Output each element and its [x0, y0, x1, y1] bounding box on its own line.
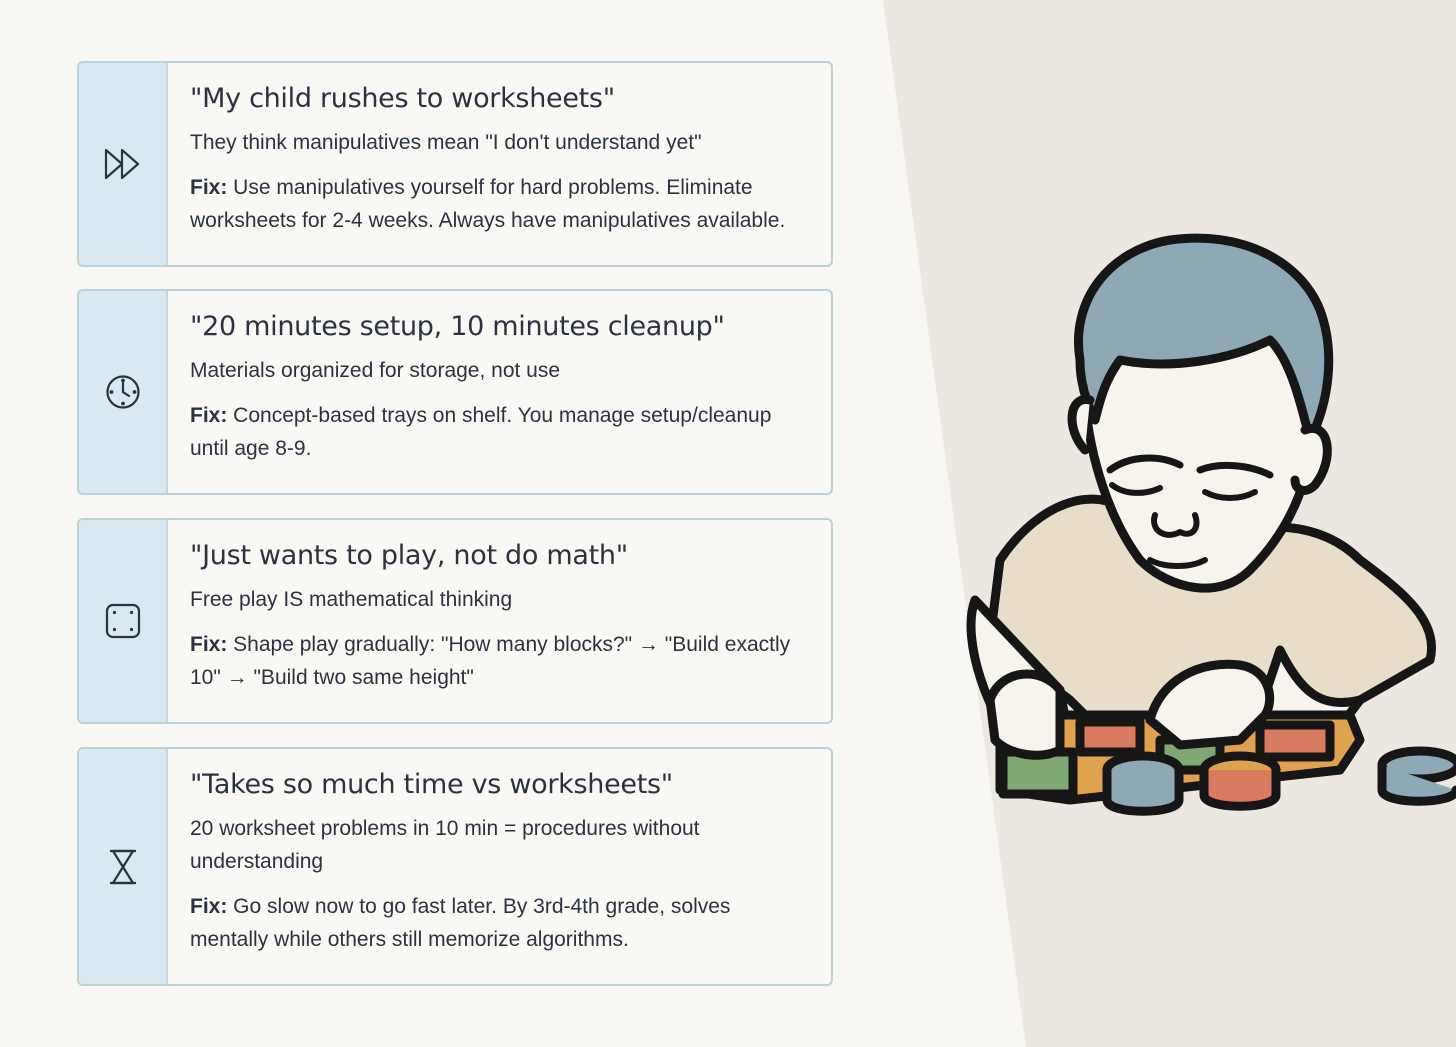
child-playing-with-blocks-illustration [971, 238, 1456, 811]
card-icon-rail [79, 63, 168, 265]
card-title: "My child rushes to worksheets" [190, 83, 615, 114]
card-problem: Free play IS mathematical thinking [190, 588, 513, 611]
card-body [168, 63, 831, 265]
card-title: "20 minutes setup, 10 minutes cleanup" [190, 311, 725, 342]
card-problem: Materials organized for storage, not use [190, 359, 561, 382]
card-fix [190, 399, 809, 465]
card-problem: 20 worksheet problems in 10 min = procedures without understanding [190, 817, 700, 873]
card-problem: They think manipulatives mean "I don't understand yet" [190, 131, 702, 154]
card-title: "Just wants to play, not do math" [190, 540, 628, 571]
fix-text: Concept-based trays on shelf. You manage setup/cleanup until age 8-9. [190, 404, 772, 460]
card-just-wants-to-play [77, 518, 833, 724]
fix-label: Fix: [190, 895, 228, 918]
card-fix [190, 628, 809, 694]
fix-text: Shape play gradually: "How many blocks?" → "Build exactly 10" → "Build two same height" [190, 633, 791, 689]
card-rushes-to-worksheets [77, 61, 833, 267]
card-body [168, 749, 831, 984]
card-title: "Takes so much time vs worksheets" [190, 769, 673, 800]
card-fix [190, 890, 809, 956]
fix-label: Fix: [190, 404, 228, 427]
card-icon-rail [79, 749, 168, 984]
card-body [168, 520, 831, 722]
fast-forward-icon [104, 147, 142, 181]
card-setup-cleanup-time [77, 289, 833, 495]
dice-four-icon [105, 603, 141, 639]
clock-icon [105, 374, 141, 410]
card-body [168, 291, 831, 493]
card-takes-so-much-time [77, 747, 833, 986]
fix-text: Go slow now to go fast later. By 3rd-4th grade, solves mentally while others still memorize algorithms. [190, 895, 731, 951]
fix-label: Fix: [190, 176, 228, 199]
hourglass-icon [108, 849, 138, 885]
fix-label: Fix: [190, 633, 228, 656]
card-fix [190, 171, 809, 237]
card-icon-rail [79, 520, 168, 722]
fix-text: Use manipulatives yourself for hard problems. Eliminate worksheets for 2-4 weeks. Always have manipulatives available. [190, 176, 786, 232]
card-icon-rail [79, 291, 168, 493]
